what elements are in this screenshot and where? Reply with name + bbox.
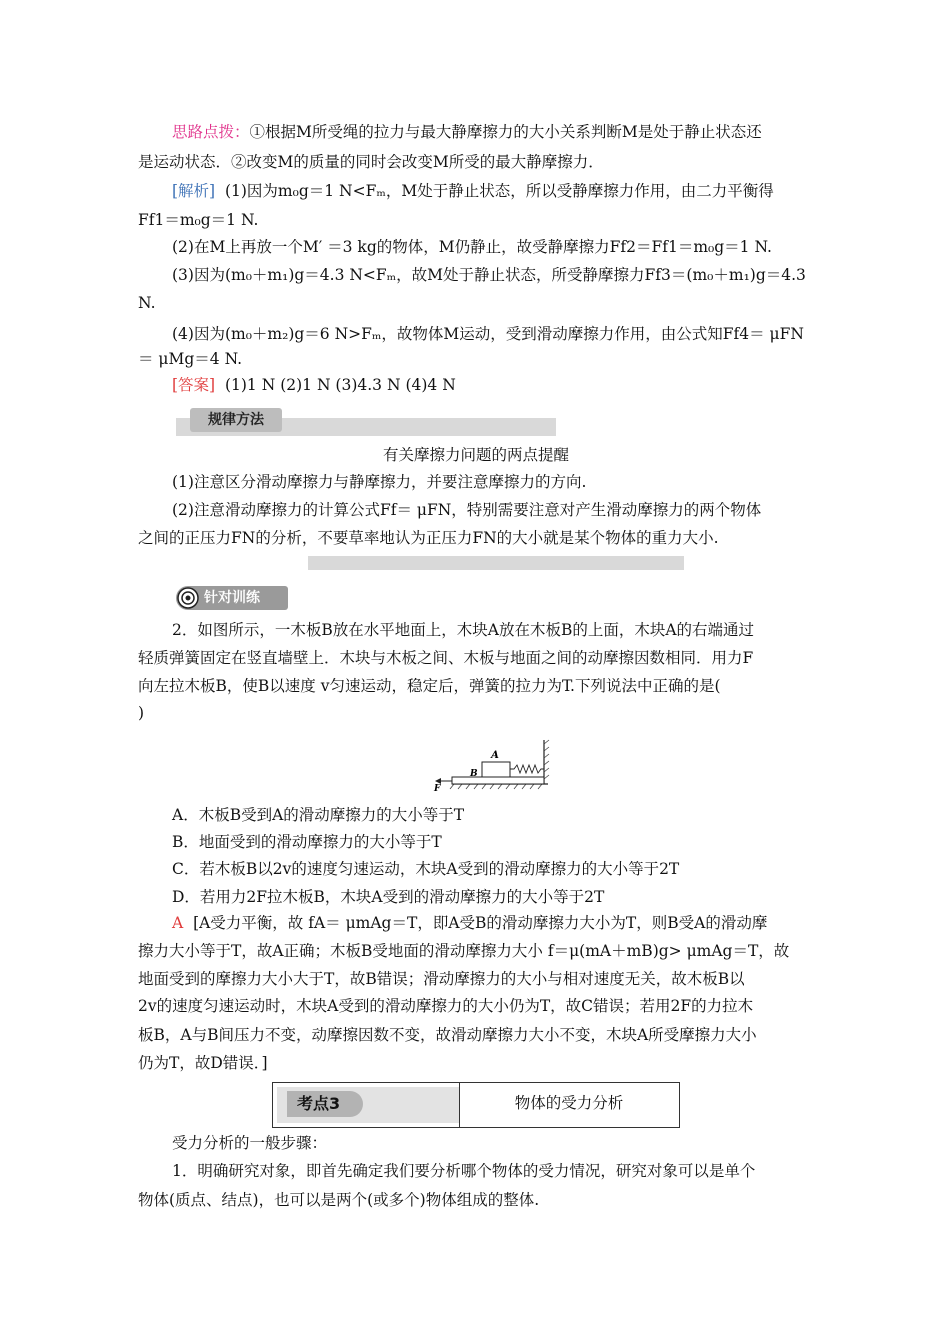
explanation-line-4: 2v的速度匀速运动时，木块A受到的滑动摩擦力的大小仍为T，故C错误；若用2F的力拉木 bbox=[138, 997, 754, 1015]
steps-intro: 受力分析的一般步骤： bbox=[172, 1134, 328, 1152]
question-line-3: 向左拉木板B，使B以速度 v匀速运动，稳定后，弹簧的拉力为T.下列说法中正确的是( bbox=[138, 677, 721, 695]
analysis-line-5: N. bbox=[138, 294, 156, 312]
method-badge: 规律方法 bbox=[190, 408, 282, 432]
answer-letter: A bbox=[172, 914, 184, 932]
spring-block-figure bbox=[432, 736, 556, 792]
explanation-line-6: 仍为T，故D错误．] bbox=[138, 1054, 268, 1072]
explanation-text-1: [A受力平衡，故 fA＝ μmAg＝T，即A受B的滑动摩擦力大小为T，则B受A的滑动摩 bbox=[193, 914, 768, 932]
hint-line-1 bbox=[172, 122, 762, 142]
steps-line-1: 1．明确研究对象，即首先确定我们要分析哪个物体的受力情况，研究对象可以是单个 bbox=[172, 1162, 756, 1180]
analysis-text-1: (1)因为m₀g＝1 N<Fₘ，M处于静止状态，所以受静摩擦力作用，由二力平衡得 bbox=[224, 182, 774, 200]
explanation-line-3: 地面受到的摩擦力大小大于T，故B错误；滑动摩擦力的大小与相对速度无关，故木板B以 bbox=[138, 970, 745, 988]
analysis-line-3: (2)在M上再放一个M′ ＝3 kg的物体，M仍静止，故受静摩擦力Ff2＝Ff1＝m₀g＝1 N. bbox=[172, 238, 772, 256]
analysis-line-6: (4)因为(m₀＋m₂)g＝6 N>Fₘ，故物体M运动，受到滑动摩擦力作用，由公式知Ff4＝ μFN bbox=[172, 325, 804, 343]
target-icon bbox=[177, 587, 199, 609]
label-b: B bbox=[470, 769, 478, 779]
method-end-bar bbox=[308, 556, 684, 570]
kaodian-badge: 考点3 bbox=[297, 1094, 341, 1113]
steps-line-2: 物体(质点、结点)，也可以是两个(或多个)物体组成的整体. bbox=[138, 1191, 540, 1209]
training-badge-label: 针对训练 bbox=[204, 590, 260, 606]
label-f: F bbox=[434, 784, 441, 792]
explanation-line-5: 板B，A与B间压力不变，动摩擦因数不变，故滑动摩擦力大小不变，木块A所受摩擦力大小 bbox=[138, 1026, 757, 1044]
method-line-3: 之间的正压力FN的分析，不要草率地认为正压力FN的大小就是某个物体的重力大小. bbox=[138, 529, 719, 547]
question-line-2: 轻质弹簧固定在竖直墙壁上．木块与木板之间、木板与地面之间的动摩擦因数相同．用力F bbox=[138, 649, 754, 667]
label-a: A bbox=[491, 750, 499, 761]
hint-line-2: 是运动状态．②改变M的质量的同时会改变M所受的最大静摩擦力． bbox=[138, 153, 604, 171]
analysis-line-1 bbox=[172, 181, 774, 201]
analysis-line-2: Ff1＝m₀g＝1 N. bbox=[138, 211, 259, 229]
analysis-label: [解析] bbox=[172, 182, 216, 200]
option-a: A．木板B受到A的滑动摩擦力的大小等于T bbox=[172, 806, 465, 824]
hint-text-1: ①根据M所受绳的拉力与最大静摩擦力的大小关系判断M是处于静止状态还 bbox=[249, 123, 762, 141]
answer-line bbox=[172, 375, 456, 395]
analysis-line-7: ＝ μMg＝4 N. bbox=[138, 350, 243, 368]
option-b: B．地面受到的滑动摩擦力的大小等于T bbox=[172, 833, 442, 851]
answer-label: [答案] bbox=[172, 376, 216, 394]
question-line-1: 2．如图所示，一木板B放在水平地面上，木块A放在木板B的上面，木块A的右端通过 bbox=[172, 621, 755, 639]
question-line-4: ) bbox=[138, 704, 145, 722]
option-d: D．若用力2F拉木板B，木块A受到的滑动摩擦力的大小等于2T bbox=[172, 888, 605, 906]
option-c: C．若木板B以2v的速度匀速运动，木块A受到的滑动摩擦力的大小等于2T bbox=[172, 860, 680, 878]
explanation-line-2: 擦力大小等于T，故A正确；木板B受地面的滑动摩擦力大小 f＝μ(mA＋mB)g> μmAg＝T，故 bbox=[138, 942, 790, 960]
kaodian-box bbox=[272, 1082, 680, 1128]
training-badge bbox=[176, 586, 292, 612]
explanation-line-1 bbox=[172, 913, 767, 933]
method-title: 有关摩擦力问题的两点提醒 bbox=[382, 446, 569, 464]
answer-text: (1)1 N (2)1 N (3)4.3 N (4)4 N bbox=[224, 376, 456, 394]
method-line-1: (1)注意区分滑动摩擦力与静摩擦力，并要注意摩擦力的方向. bbox=[172, 473, 587, 491]
kaodian-title: 物体的受力分析 bbox=[514, 1094, 624, 1112]
analysis-line-4: (3)因为(m₀＋m₁)g＝4.3 N<Fₘ，故M处于静止状态，所受静摩擦力Ff3＝(m₀＋m₁)g＝4.3 bbox=[172, 266, 806, 284]
hint-label: 思路点拨： bbox=[172, 123, 250, 141]
method-line-2: (2)注意滑动摩擦力的计算公式Ff＝ μFN，特别需要注意对产生滑动摩擦力的两个物体 bbox=[172, 501, 762, 519]
